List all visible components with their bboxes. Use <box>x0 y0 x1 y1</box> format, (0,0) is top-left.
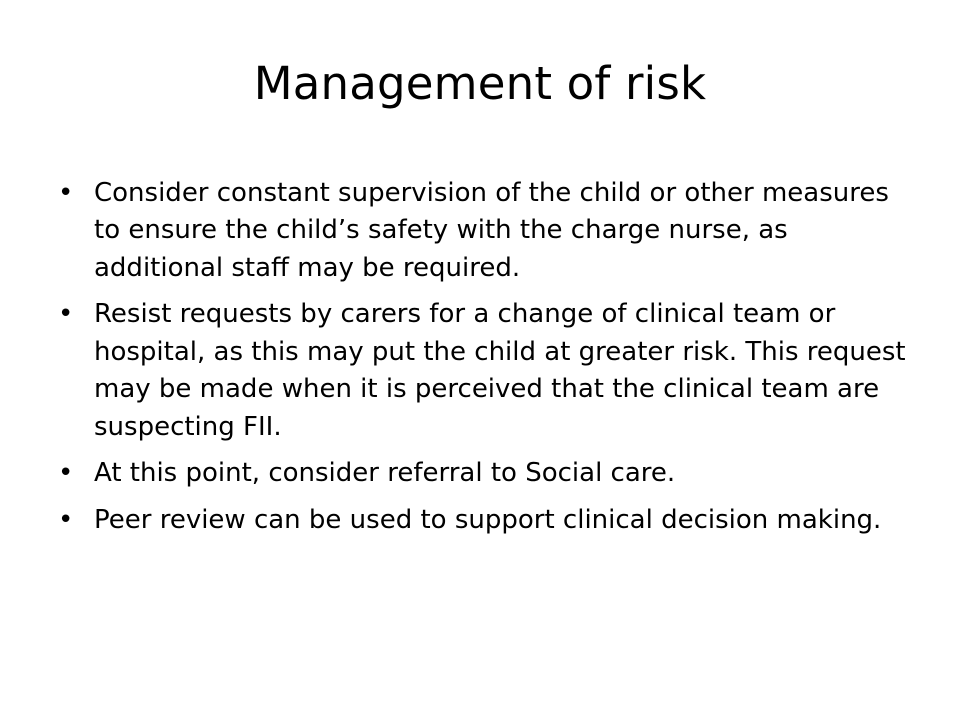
bullet-icon: • <box>58 178 74 208</box>
bullet-item <box>58 502 908 539</box>
bullet-text: At this point, consider referral to Social care. <box>94 458 676 489</box>
bullet-item <box>58 296 908 446</box>
bullet-icon: • <box>58 504 74 535</box>
bullet-list <box>58 175 908 548</box>
bullet-icon: • <box>58 299 74 330</box>
bullet-text: Consider constant supervision of the child or other measures to ensure the child’s safety with the charge nurse, as additional staff may be required. <box>94 178 889 283</box>
bullet-item <box>58 175 908 287</box>
bullet-item <box>58 455 908 492</box>
bullet-icon: • <box>58 458 74 489</box>
bullet-text: Peer review can be used to support clinical decision making. <box>94 504 882 535</box>
slide-title: Management of risk <box>253 57 707 110</box>
bullet-text: Resist requests by carers for a change of clinical team or hospital, as this may put the child at greater risk. This request may be made when it is perceived that the clinical team are suspecting FII. <box>94 299 906 442</box>
